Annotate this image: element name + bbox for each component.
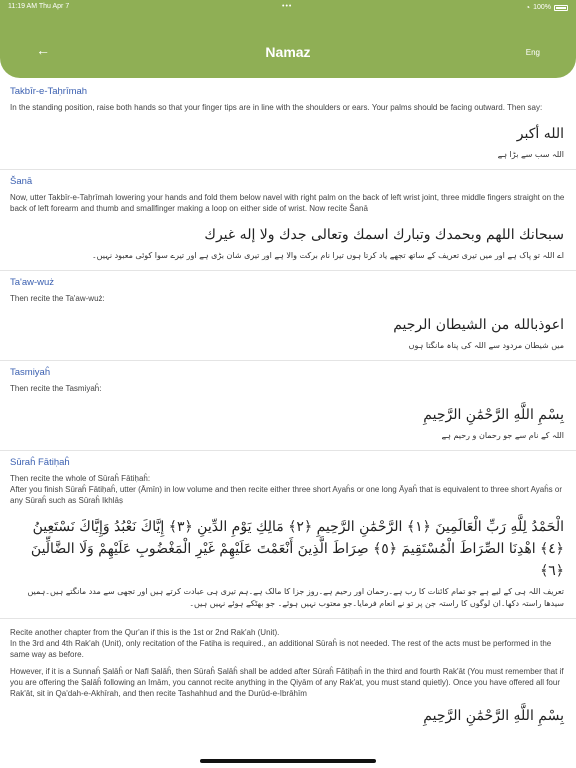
- app-header: [0, 0, 576, 78]
- section-sana: [0, 170, 576, 271]
- status-bar: [0, 3, 576, 15]
- section-title: Ta'aw-wuż: [10, 277, 55, 288]
- page-title: Namaz: [265, 44, 311, 60]
- home-indicator[interactable]: [200, 759, 376, 763]
- section-title: Sūraĥ Fātiḥaĥ: [10, 457, 70, 468]
- section-fatihah: [0, 451, 576, 619]
- status-right: [525, 3, 568, 12]
- urdu-translation: تعریف اللہ ہی کے لیے ہے جو تمام کائنات کا رب ہے۔رحمان اور رحیم ہے۔روز جزا کا مالک ہے۔ہم تیری ہی عبادت کرتے ہیں اور تجھی سے مدد مانگتے ہیں۔ہمیں سیدھا راستہ دکھا۔ان لوگوں کا راستہ جن پر تو نے انعام فرمایا۔جو معتوب نہیں ہوئے۔ جو بھٹکے ہوئے نہیں ہیں۔: [27, 587, 564, 608]
- section-description: In the standing position, raise both hands so that your finger tips are in line with the shoulders or ears. Your palms should be facing outward. Then say:: [10, 103, 543, 112]
- section-tasmiyah: [0, 361, 576, 451]
- battery-percent: 100%: [533, 4, 551, 11]
- multitask-dots-icon[interactable]: •••: [282, 3, 293, 10]
- urdu-translation: اے اللہ تو پاک ہے اور میں تیری تعریف کے ساتھ تجھے یاد کرتا ہوں تیرا نام برکت والا ہے اور تیری شان بڑی ہے اور تیرے سوا کوئی معبود نہیں۔: [91, 251, 564, 260]
- wifi-icon: ◔: [525, 3, 531, 12]
- section-title: Šanā: [10, 176, 33, 187]
- battery-icon: [554, 5, 568, 11]
- section-description: Now, utter Takbīr-e-Taḥrīmah lowering your hands and fold them below navel with right palm on the back of left wrist joint, three middle fingers straight on the back of left forearm and thumb and smallfinger making a loop on either side of wrist. Now recite Šanā: [10, 193, 565, 213]
- instruction-paragraph: Recite another chapter from the Qur'an if this is the 1st or 2nd Rak'ah (Unit). In the 3rd and 4th Rak'ah (Unit), only recitation of the Fatiha is required., an additional Sūraĥ is not needed. The rest of the acts must be performed in the same way as before.: [10, 628, 552, 659]
- instruction-paragraph: However, if it is a Sunnaĥ Ṣalāĥ or Nafl Ṣalāĥ, then Sūraĥ Ṣalāĥ shall be added after Sūraĥ Fātiḥaĥ in the third and fourth Rak'āt (You must remember that if you are offering the Ṣalāĥ following an Imām, you cannot recite anything in the Qiyām of any Rak'at, you must stand quietly). Once you have offered all four Rak'āt, sit in Qa'dah-e-Akhīrah, and then recite Tashahhud and the Durūd-e-Ibrāhīm: [10, 667, 564, 698]
- section-title: Takbīr-e-Taḥrīmah: [10, 86, 88, 97]
- arabic-text: الْحَمْدُ لِلَّهِ رَبِّ الْعَالَمِينَ ﴿١﴾ الرَّحْمَٰنِ الرَّحِيمِ ﴿٢﴾ مَالِكِ يَوْمِ الدِّينِ ﴿٣﴾ إِيَّاكَ نَعْبُدُ وَإِيَّاكَ نَسْتَعِينُ ﴿٤﴾ اهْدِنَا الصِّرَاطَ الْمُسْتَقِيمَ ﴿٥﴾ صِرَاطَ الَّذِينَ أَنْعَمْتَ عَلَيْهِمْ غَيْرِ الْمَغْضُوبِ عَلَيْهِمْ وَلَا الضَّالِّينَ ﴿٦﴾: [30, 519, 564, 579]
- arabic-text: الله أكبر: [516, 126, 564, 142]
- urdu-translation: اللہ کے نام سے جو رحمان و رحیم ہے: [441, 431, 564, 440]
- section-description: Then recite the Ta'aw-wuż:: [10, 294, 105, 303]
- arrow-left-icon: ←: [36, 42, 50, 58]
- section-description: Then recite the whole of Sūraĥ Fātiḥaĥ: After you finish Sūraĥ Fātiḥaĥ, utter (Āmīn) in low volume and then recite either three short Ayaĥs or one long Āyaĥ that is equivalent to three short Ayaĥs or any Sūraĥ such as Sūraĥ Ikhlāṣ: [10, 474, 563, 505]
- arabic-text: اعوذبالله من الشيطان الرجيم: [393, 317, 564, 333]
- section-taawwuz: [0, 271, 576, 361]
- arabic-text: بِسْمِ اللَّهِ الرَّحْمَٰنِ الرَّحِيمِ: [423, 407, 564, 423]
- arabic-text: بِسْمِ اللَّهِ الرَّحْمَٰنِ الرَّحِيمِ: [423, 708, 564, 724]
- arabic-text: سبحانك اللهم وبحمدك وتبارك اسمك وتعالى جدك ولا إله غيرك: [204, 227, 564, 243]
- section-description: Then recite the Tasmiyaĥ:: [10, 384, 102, 393]
- language-button[interactable]: Eng: [525, 48, 540, 57]
- content-scroll[interactable]: [0, 80, 576, 768]
- status-time: 11:19 AM Thu Apr 7: [8, 3, 70, 10]
- additional-instructions: [0, 619, 576, 735]
- urdu-translation: اللہ سب سے بڑا ہے: [497, 150, 564, 159]
- urdu-translation: میں شیطان مردود سے اللہ کی پناہ مانگتا ہوں: [408, 341, 564, 350]
- section-title: Tasmiyaĥ: [10, 367, 51, 378]
- section-takbir: [0, 80, 576, 170]
